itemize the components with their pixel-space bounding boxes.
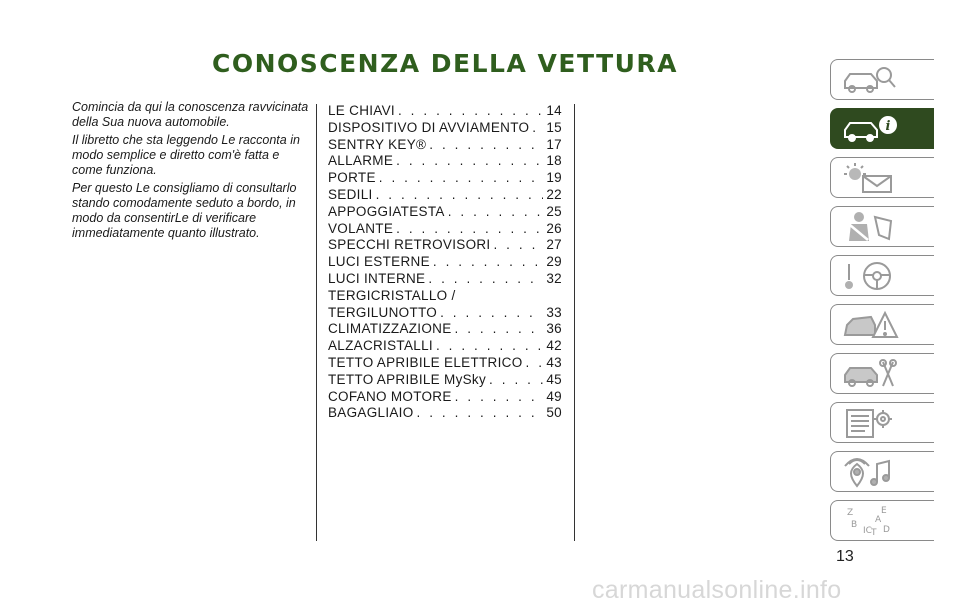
toc-entry[interactable] [328,204,562,221]
toc-entry[interactable] [328,321,562,338]
toc-entry-label: APPOGGIATESTA [328,203,445,219]
car-maintenance-icon [841,358,899,390]
chapter-tab-starting-driving[interactable] [830,255,934,296]
toc-entry[interactable] [328,137,562,154]
toc-entry-page: 42 [546,338,562,354]
chapter-tab-technical-data[interactable] [830,402,934,443]
toc-entry[interactable] [328,153,562,170]
toc-entry-label: LUCI INTERNE [328,270,426,286]
intro-text [72,100,312,244]
toc-entry-page: 17 [546,136,562,152]
toc-leader-dots [433,254,543,271]
toc-entry-page: 36 [546,321,562,337]
toc-entry[interactable] [328,120,562,137]
toc-leader-dots [428,271,543,288]
toc-entry[interactable] [328,338,562,355]
toc-entry-label: TETTO APRIBILE MySky [328,371,487,387]
intro-paragraph: Comincia da qui la conoscenza ravvicinata della Sua nuova automobile. [72,100,309,129]
toc-entry[interactable] [328,355,562,372]
toc-entry[interactable] [328,237,562,254]
toc-entry-page: 43 [546,354,562,370]
toc-entry-label: PORTE [328,170,376,186]
svg-text:D: D [883,525,890,535]
toc-entry-label: TERGICRISTALLO / [328,287,456,303]
table-of-contents [328,103,562,422]
toc-entry[interactable] [328,187,562,204]
toc-entry[interactable] [328,221,562,238]
svg-text:IC: IC [863,526,872,536]
svg-text:T: T [871,528,877,537]
column-divider [574,104,575,541]
svg-text:E: E [881,506,887,516]
intro-paragraph: Il libretto che sta leggendo Le racconta in modo semplice e diretto com'è fatta e come funziona. [72,133,300,177]
toc-entry-label: TETTO APRIBILE ELETTRICO [328,354,523,370]
toc-leader-dots [376,187,543,204]
page-title: CONOSCENZA DELLA VETTURA [211,49,679,78]
toc-entry-page: 15 [546,119,562,135]
toc-entry[interactable] [328,254,562,271]
toc-entry-label: COFANO MOTORE [328,388,452,404]
chapter-tab-car-search[interactable] [830,59,934,100]
toc-entry[interactable] [328,288,562,305]
toc-entry-page: 22 [546,186,562,202]
toc-entry-page: 26 [546,220,562,236]
svg-text:Z: Z [847,508,854,518]
toc-leader-dots [429,137,543,154]
toc-entry-page: 19 [546,170,562,186]
toc-entry-label: DISPOSITIVO DI AVVIAMENTO [328,119,530,135]
toc-entry[interactable] [328,405,562,422]
toc-entry-label: BAGAGLIAIO [328,405,414,421]
toc-leader-dots [396,221,543,238]
toc-leader-dots [532,120,543,137]
column-divider [316,104,317,541]
multimedia-icon [841,456,899,488]
seatbelt-safety-icon [841,211,899,243]
page-number: 13 [836,548,854,565]
toc-entry-label: ALZACRISTALLI [328,338,433,354]
alphabetical-index-icon [841,505,899,537]
toc-entry-label: LE CHIAVI [328,103,395,118]
toc-leader-dots [417,405,543,422]
chapter-tab-safety[interactable] [830,206,934,247]
roadside-emergency-icon [841,309,899,341]
toc-entry[interactable] [328,271,562,288]
toc-entry[interactable] [328,372,562,389]
technical-data-icon [841,407,899,439]
steering-wheel-key-icon [841,260,899,292]
toc-leader-dots [379,170,543,187]
toc-leader-dots [440,305,543,322]
chapter-tab-multimedia[interactable] [830,451,934,492]
toc-entry-page: 18 [546,153,562,169]
chapter-tabs [830,59,934,549]
toc-leader-dots [493,237,543,254]
car-search-icon [841,64,899,96]
toc-entry-page: 25 [546,203,562,219]
toc-entry-label: SENTRY KEY® [328,136,427,152]
car-info-icon [841,113,899,145]
toc-entry-page: 32 [546,270,562,286]
toc-entry-label: CLIMATIZZAZIONE [328,321,452,337]
toc-entry-label: TERGILUNOTTO [328,304,438,320]
toc-entry[interactable] [328,305,562,322]
toc-entry-page: 14 [546,103,562,118]
toc-leader-dots [455,321,543,338]
toc-leader-dots [489,372,543,389]
toc-entry-label: ALLARME [328,153,394,169]
toc-entry-label: SPECCHI RETROVISORI [328,237,491,253]
toc-leader-dots [396,153,543,170]
svg-text:A: A [875,515,882,525]
toc-entry[interactable] [328,170,562,187]
toc-entry-label: SEDILI [328,186,373,202]
toc-entry-page: 27 [546,237,562,253]
toc-entry-page: 49 [546,388,562,404]
chapter-tab-dashboard[interactable] [830,157,934,198]
chapter-tab-maintenance[interactable] [830,353,934,394]
toc-leader-dots [526,355,544,372]
toc-entry-page: 50 [546,405,562,421]
toc-leader-dots [455,389,543,406]
svg-text:i: i [885,119,891,134]
toc-leader-dots [448,204,543,221]
toc-entry-label: LUCI ESTERNE [328,254,430,270]
toc-entry[interactable] [328,389,562,406]
svg-text:B: B [851,520,858,530]
dashboard-lights-icon [841,162,899,194]
chapter-tab-emergency[interactable] [830,304,934,345]
toc-leader-dots [398,103,543,120]
toc-entry-page: 45 [546,371,562,387]
toc-leader-dots [436,338,543,355]
toc-entry[interactable] [328,103,562,120]
chapter-tab-car-info[interactable] [830,108,934,149]
toc-entry-page: 29 [546,254,562,270]
chapter-tab-index[interactable] [830,500,934,541]
watermark: carmanualsonline.info [592,576,842,604]
toc-entry-page: 33 [546,304,562,320]
toc-entry-label: VOLANTE [328,220,394,236]
intro-paragraph: Per questo Le consigliamo di consultarlo stando comodamente seduto a bordo, in modo da consentirLe di verificare immediatamente quanto illustrato. [72,181,297,240]
